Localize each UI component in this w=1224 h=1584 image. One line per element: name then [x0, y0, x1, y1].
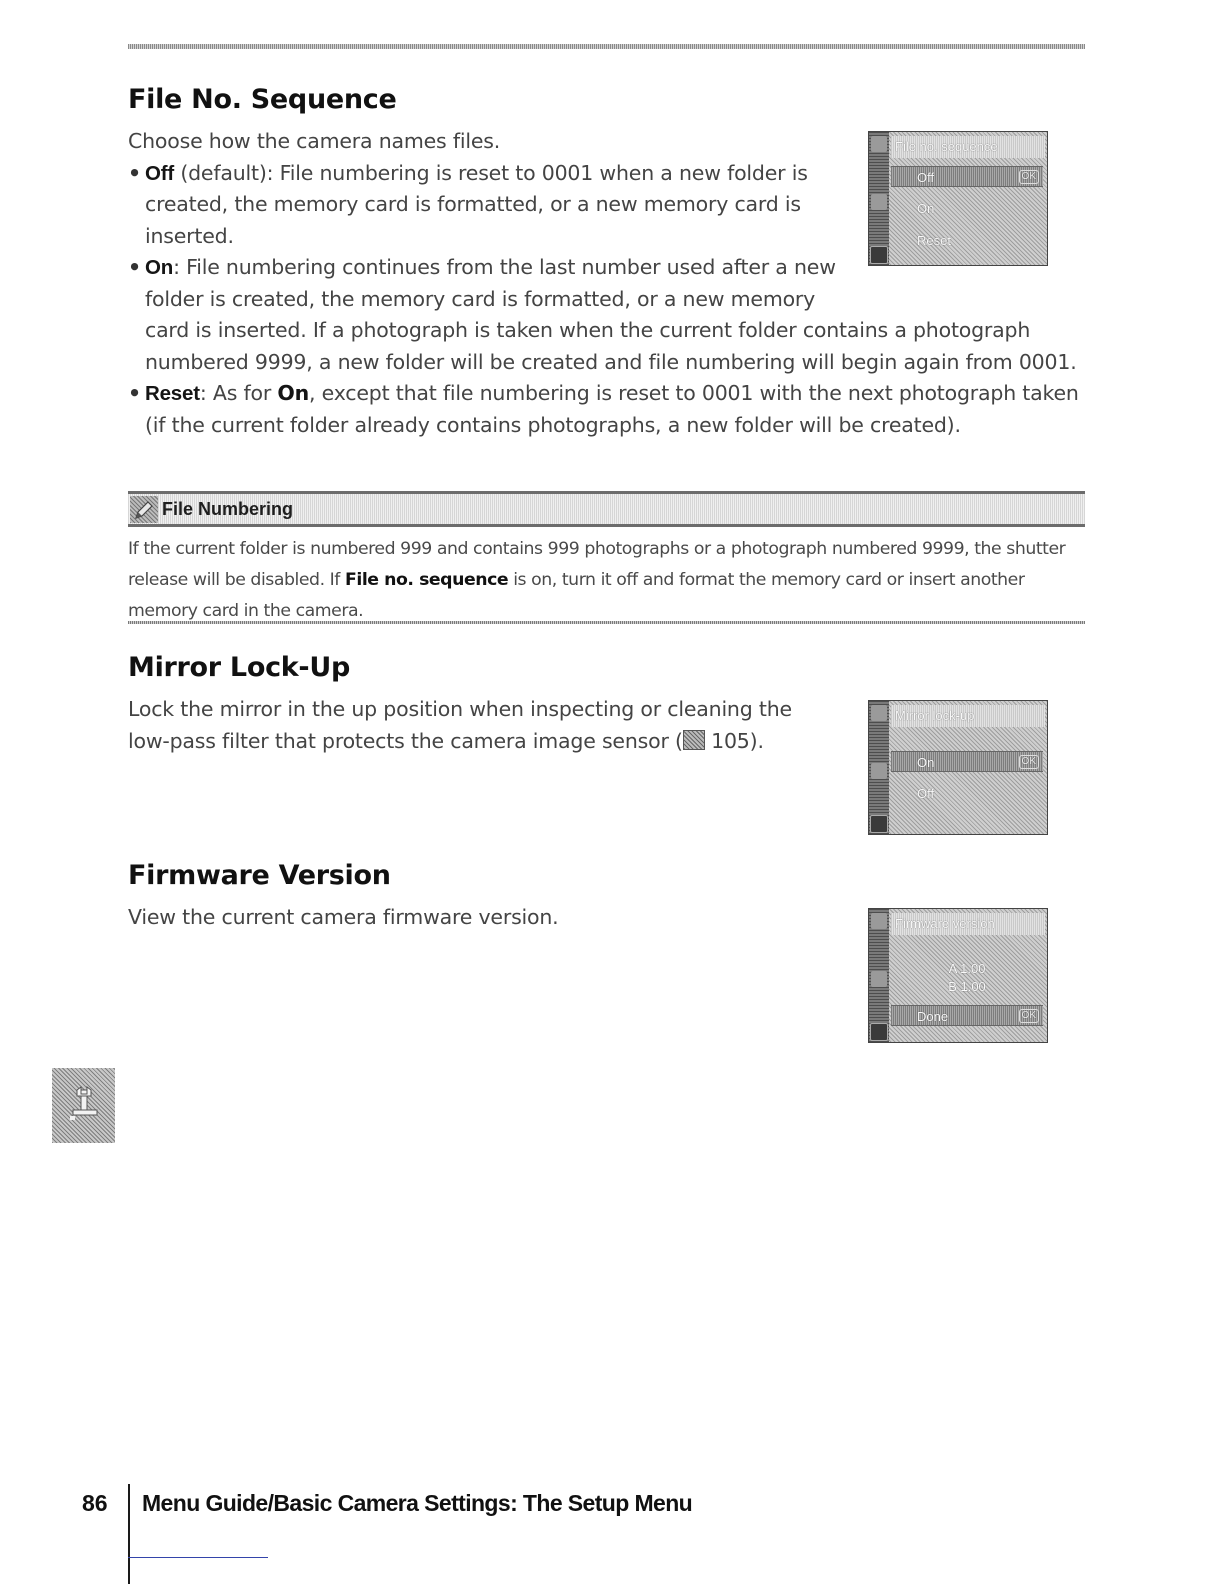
bullet-off-text: (default): File numbering is reset to 0001 when a new folder is created, the memory card is formatted, or a new memory card is inserted. — [145, 160, 808, 248]
file-no-sequence-heading: File No. Sequence — [128, 84, 397, 115]
file-no-sequence-body-2 — [128, 252, 1086, 441]
lcd-tab-icon — [871, 705, 887, 721]
bullet-off-term: Off — [145, 161, 174, 185]
file-no-sequence-body — [128, 126, 828, 252]
footer-underline — [128, 1557, 268, 1558]
file-no-intro: Choose how the camera names files. — [128, 129, 501, 153]
bullet-reset — [128, 378, 1086, 441]
lcd-title: Firmware version — [891, 913, 1045, 935]
help-icon — [870, 246, 888, 264]
bullet-reset-term: Reset — [145, 382, 200, 405]
mirror-lockup-ref: 105). — [711, 728, 764, 753]
mirror-lockup-body — [128, 694, 828, 757]
bullet-dot: • — [128, 381, 141, 405]
ok-icon: OK — [1019, 755, 1039, 769]
wrench-icon — [52, 1068, 115, 1143]
bullet-dot: • — [128, 255, 141, 279]
bullet-reset-text-b: , except that file numbering is reset to 0001 with the next photograph taken (if the current folder already contains photographs, a new folder will be created). — [145, 381, 1079, 437]
lcd-title: Mirror lock-up — [891, 705, 1045, 727]
lcd-sidebar — [869, 909, 889, 1042]
lcd-sidebar — [869, 701, 889, 834]
note-bottom-rule — [128, 621, 1085, 624]
bullet-on-term: On — [145, 256, 174, 279]
lcd-item-done — [891, 1005, 1043, 1026]
bullet-on — [128, 252, 1086, 378]
firmware-line-b: B 1.00 — [948, 979, 986, 994]
mirror-lockup-heading: Mirror Lock-Up — [128, 652, 350, 683]
mirror-lockup-text: Lock the mirror in the up position when inspecting or cleaning the low-pass filter that protects the camera image sensor ( — [128, 697, 792, 753]
file-no-sequence-screen — [868, 131, 1048, 266]
lcd-item-off — [891, 166, 1043, 187]
lcd-tab-icon — [871, 913, 887, 929]
lcd-title: File no. sequence — [891, 136, 1045, 158]
lcd-tab-icon — [871, 763, 887, 779]
firmware-version-heading: Firmware Version — [128, 860, 391, 891]
note-strong: File no. sequence — [344, 570, 509, 590]
lcd-item-off: Off — [917, 786, 935, 801]
note-body — [128, 534, 1088, 627]
footer-title: Menu Guide/Basic Camera Settings: The Setup Menu — [142, 1490, 693, 1516]
note-header — [128, 491, 1085, 527]
bullet-reset-text-a: : As for — [199, 381, 278, 405]
bullet-on-text: : File numbering continues from the last number used after a new folder is created, the memory card is formatted, or a new memory card is inserted. If a photograph is taken when the current folder contains a photograph numbered 9999, a new folder will be created and file numbering will begin again from 0001. — [145, 255, 1077, 374]
note-text-b: is on, turn it off and format the memory card or insert another memory card in the camera. — [128, 570, 1025, 621]
ok-icon: OK — [1019, 170, 1039, 184]
lcd-sidebar — [869, 132, 889, 265]
lcd-item-label: Off — [917, 170, 935, 185]
ok-icon: OK — [1019, 1009, 1039, 1023]
lcd-item-label: On — [917, 755, 935, 770]
note-title: File Numbering — [162, 499, 294, 519]
lcd-item-on: On — [917, 201, 935, 216]
lcd-item-reset: Reset — [917, 233, 951, 248]
lcd-tab-icon — [871, 136, 887, 152]
lcd-tab-icon — [871, 194, 887, 210]
help-icon — [870, 1023, 888, 1041]
bullet-off — [128, 158, 828, 253]
lcd-item-label: Done — [917, 1009, 949, 1024]
firmware-version-text: View the current camera firmware version. — [128, 905, 559, 929]
note-text-a: If the current folder is numbered 999 and contains 999 photographs or a photograph numbered 9999, the shutter release will be disabled. If — [128, 539, 1066, 590]
help-icon — [870, 815, 888, 833]
footer-divider — [128, 1484, 130, 1584]
page-reference-icon — [683, 730, 705, 750]
page-number: 86 — [82, 1490, 108, 1516]
lcd-tab-icon — [871, 971, 887, 987]
firmware-version-screen — [868, 908, 1048, 1043]
lcd-item-on — [891, 751, 1043, 772]
bullet-dot: • — [128, 160, 141, 185]
mirror-lockup-screen — [868, 700, 1048, 835]
top-rule — [128, 44, 1085, 49]
pencil-icon — [130, 496, 158, 523]
bullet-reset-strong: On — [277, 381, 310, 405]
firmware-line-a: A 1.00 — [948, 961, 986, 976]
firmware-version-body — [128, 902, 828, 934]
